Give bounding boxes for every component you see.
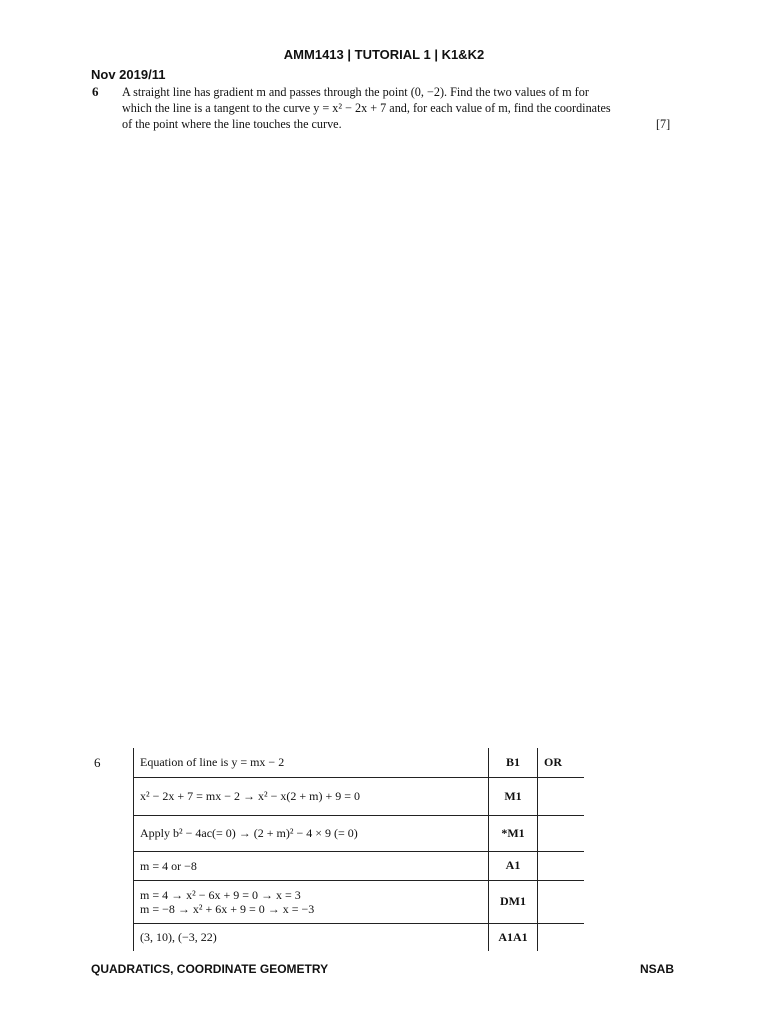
table-row xyxy=(134,923,585,951)
mark-cell: *M1 xyxy=(489,815,538,851)
mark-cell: A1 xyxy=(489,851,538,880)
table-row xyxy=(134,815,585,851)
working-cell xyxy=(134,880,489,923)
alt-cell: OR xyxy=(538,748,585,777)
working-line: x² − 2x + 7 = mx − 2 → x² − x(2 + m) + 9 = 0 xyxy=(140,789,360,803)
footer-topic: QUADRATICS, COORDINATE GEOMETRY xyxy=(91,962,329,976)
question-line: of the point where the line touches the curve. xyxy=(122,117,342,131)
mark-cell: B1 xyxy=(489,748,538,777)
table-row xyxy=(134,748,585,777)
working-cell xyxy=(134,748,489,777)
alt-cell xyxy=(538,815,585,851)
mark-scheme-table xyxy=(133,748,584,951)
alt-cell xyxy=(538,880,585,923)
working-line: (3, 10), (−3, 22) xyxy=(140,930,217,945)
question-line: which the line is a tangent to the curve y = x² − 2x + 7 and, for each value of m, find the coordinates xyxy=(122,101,611,115)
alt-cell xyxy=(538,923,585,951)
working-cell xyxy=(134,923,489,951)
working-cell xyxy=(134,851,489,880)
footer-author: NSAB xyxy=(640,962,675,976)
table-row xyxy=(134,851,585,880)
working-line: m = −8 → x² + 6x + 9 = 0 → x = −3 xyxy=(140,901,315,916)
mark-cell: A1A1 xyxy=(489,923,538,951)
working-line: m = 4 or −8 xyxy=(140,858,197,873)
mark-scheme-number: 6 xyxy=(94,755,101,770)
alt-cell xyxy=(538,851,585,880)
working-line: Apply b² − 4ac(= 0) → (2 + m)² − 4 × 9 (= 0) xyxy=(140,826,358,840)
question-line: A straight line has gradient m and passes through the point (0, −2). Find the two values of m for xyxy=(122,85,589,99)
working-cell xyxy=(134,777,489,815)
question-number: 6 xyxy=(92,84,99,99)
table-row xyxy=(134,777,585,815)
page-header: AMM1413 | TUTORIAL 1 | K1&K2 xyxy=(283,47,485,62)
question-text xyxy=(122,84,675,132)
table-row xyxy=(134,880,585,923)
mark-cell: M1 xyxy=(489,777,538,815)
alt-cell xyxy=(538,777,585,815)
working-line: m = 4 → x² − 6x + 9 = 0 → x = 3 xyxy=(140,887,301,902)
working-cell xyxy=(134,815,489,851)
exam-session: Nov 2019/11 xyxy=(91,67,166,82)
mark-cell: DM1 xyxy=(489,880,538,923)
working-line: Equation of line is y = mx − 2 xyxy=(140,755,285,770)
question-marks: [7] xyxy=(656,117,671,131)
